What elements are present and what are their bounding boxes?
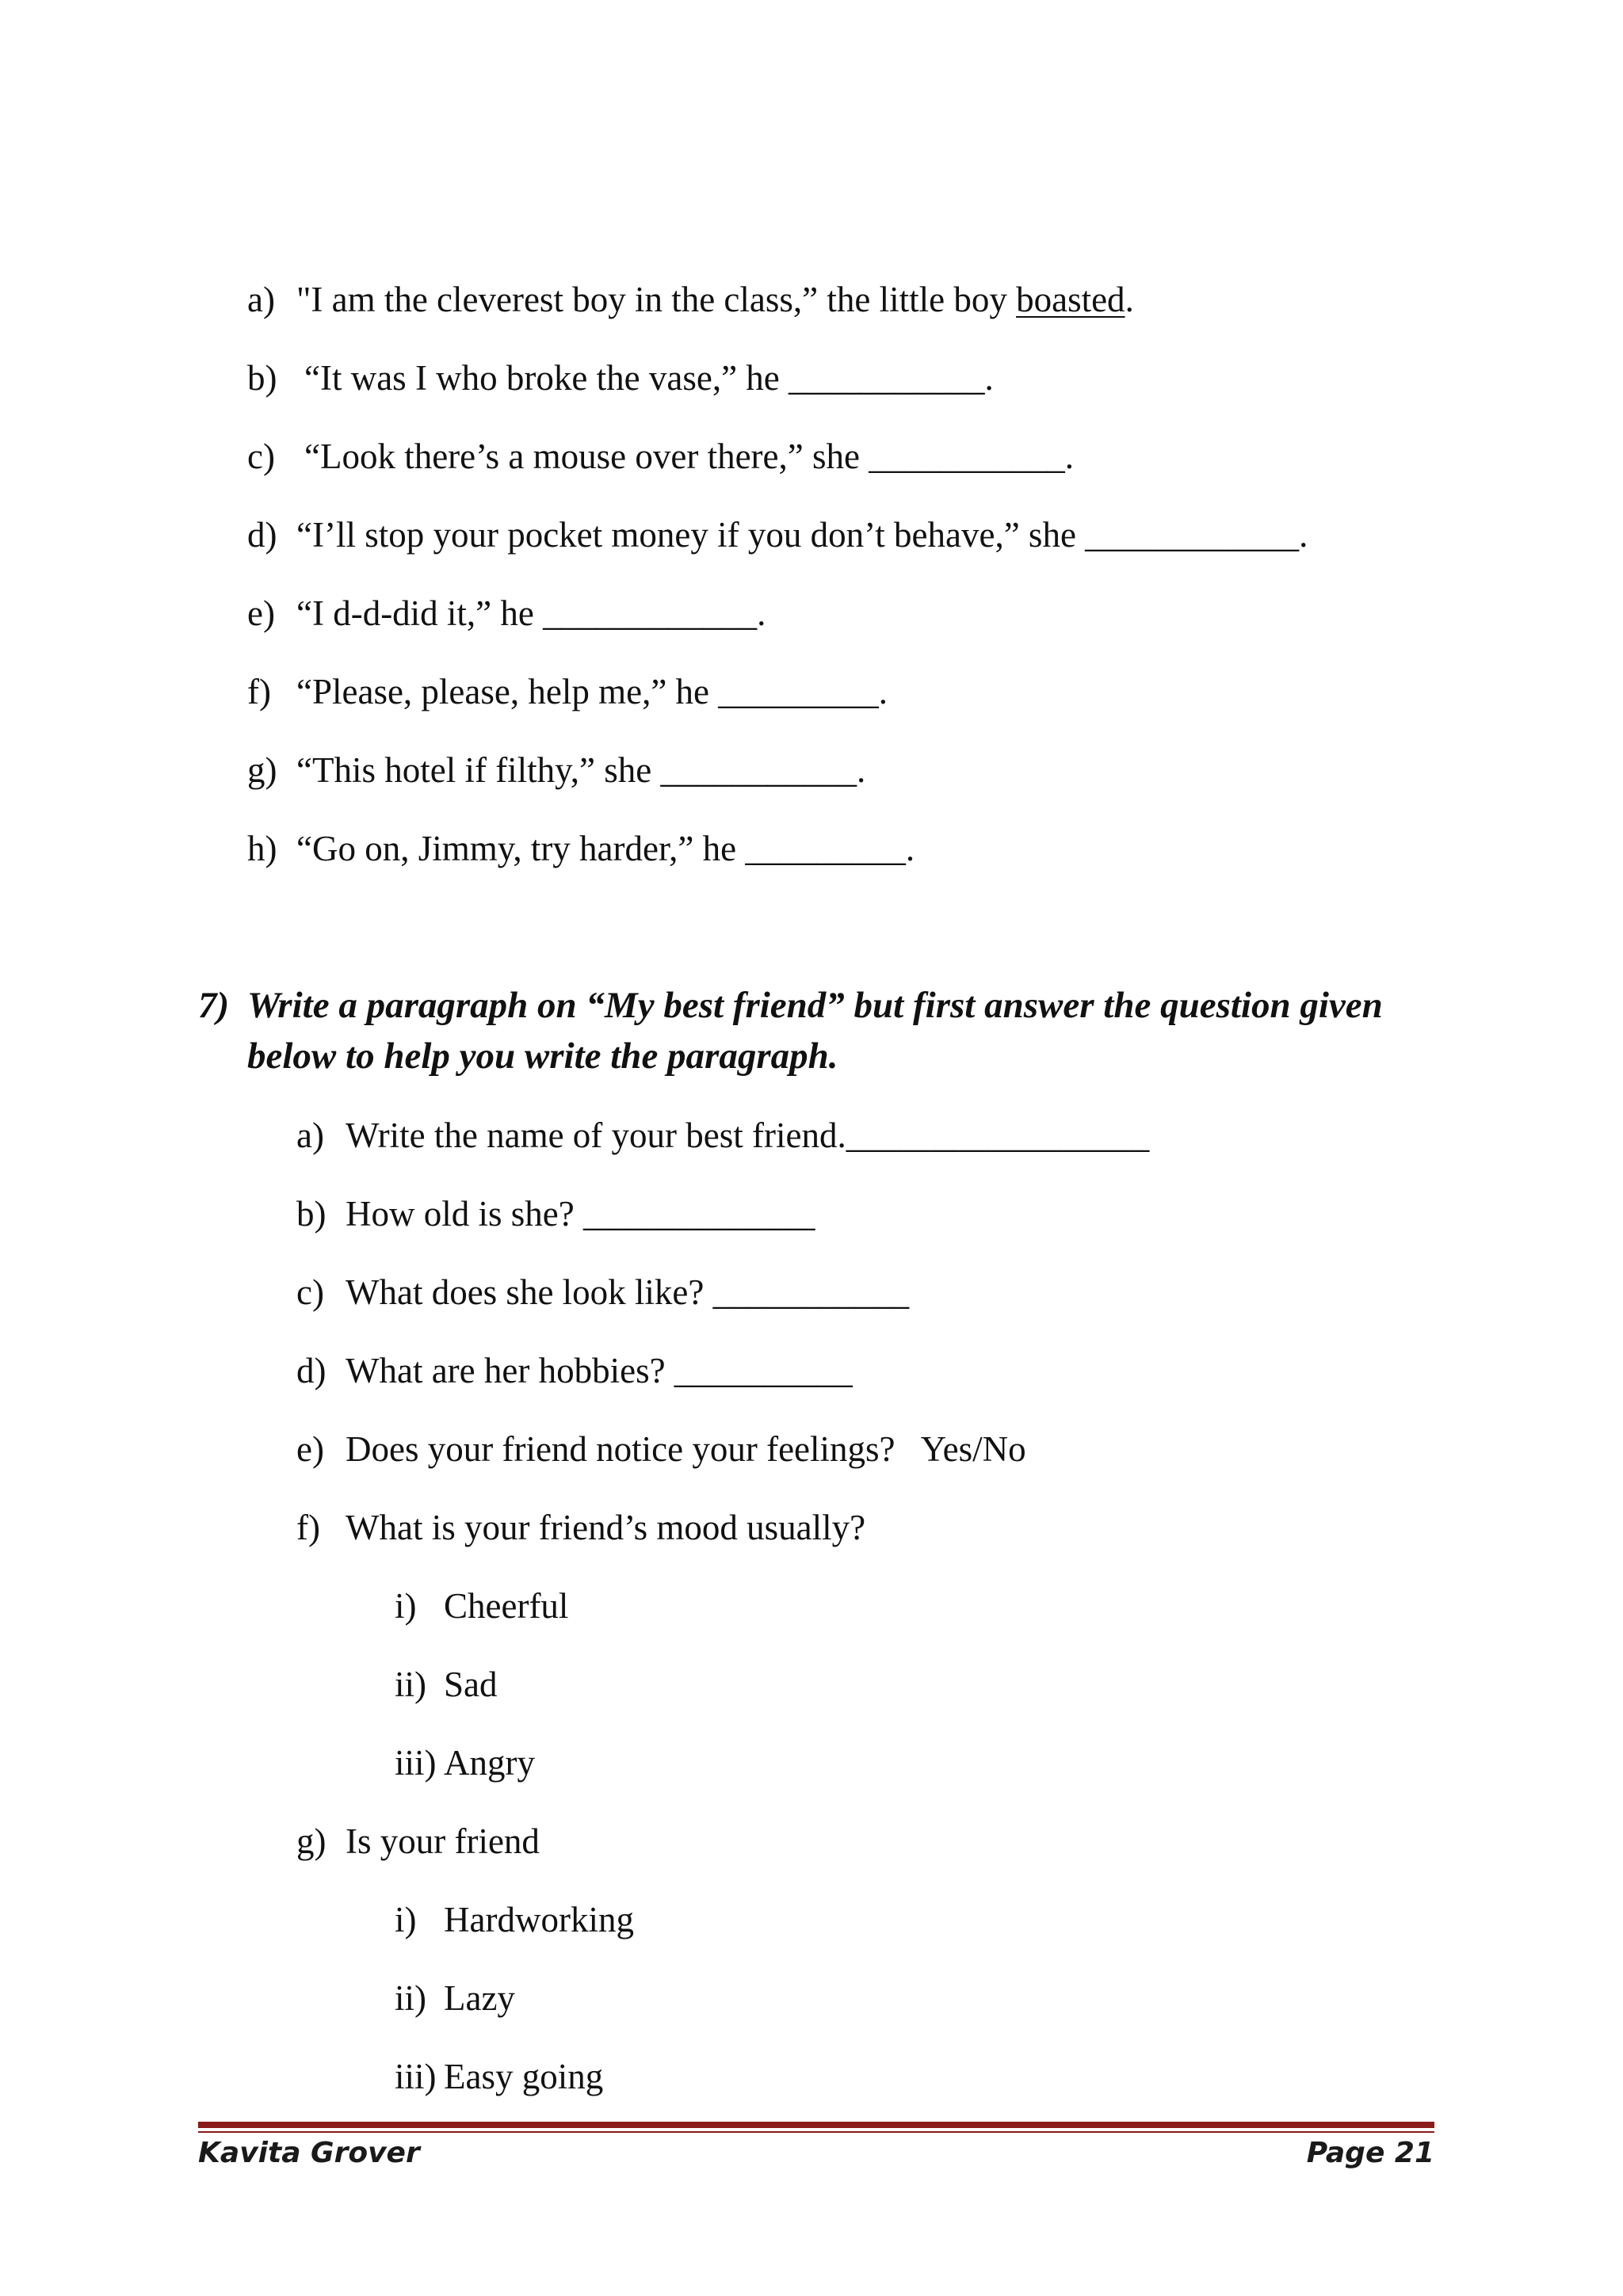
exercise6-item-c [247,434,1074,479]
question7-item-g [296,1819,540,1863]
option-text: Hardworking [444,1900,634,1939]
exercise6-item-f [247,669,888,714]
item-text: What does she look like? ___________ [346,1272,910,1312]
option-marker: i) [395,1586,417,1626]
item-marker: e) [296,1429,324,1469]
question-text: Write a paragraph on “My best friend” but first answer the question given [247,985,1383,1026]
footer-author: Kavita Grover [198,2137,420,2169]
question7-item-g-option-i [395,1897,634,1942]
exercise6-item-h [247,826,915,871]
exercise6-item-d [247,513,1308,557]
item-marker: h) [247,829,277,868]
item-text: Does your friend notice your feelings? Yes/No [346,1429,1026,1469]
item-text: Is your friend [346,1821,540,1861]
footer-divider-thin [198,2131,1434,2133]
option-text: Angry [444,1743,535,1783]
item-marker: b) [247,358,277,398]
item-text: “Look there’s a mouse over there,” she ___________. [304,437,1074,476]
item-text: What are her hobbies? __________ [346,1351,853,1390]
item-marker: c) [247,437,275,476]
question7-item-g-option-iii [395,2054,603,2099]
question7-item-a [296,1113,1149,1158]
option-text: Easy going [444,2057,604,2096]
question7-item-b [296,1192,815,1236]
item-marker: e) [247,593,275,633]
question7-item-f-option-iii [395,1741,535,1785]
item-text: How old is she? _____________ [346,1194,815,1234]
question7-item-f [296,1505,865,1550]
option-text: Cheerful [444,1586,569,1626]
question7-item-d [296,1348,853,1393]
item-text: “Please, please, help me,” he _________. [296,672,888,711]
item-marker: c) [296,1272,324,1312]
item-text: What is your friend’s mood usually? [346,1508,866,1547]
question7-item-g-option-ii [395,1976,515,2020]
question-number: 7) [198,985,230,1026]
option-marker: i) [395,1900,417,1939]
item-marker: a) [247,280,275,319]
question7-item-c [296,1270,909,1314]
question7-item-e [296,1427,1026,1471]
option-marker: ii) [395,1978,426,2018]
exercise6-item-a [247,277,1134,322]
question-text-continued: below to help you write the paragraph. [247,1035,838,1077]
option-marker: ii) [395,1665,426,1704]
question7-item-f-option-ii [395,1662,498,1707]
footer-page-number: Page 21 [1306,2137,1434,2169]
exercise6-item-b [247,356,994,400]
option-text: Lazy [444,1978,515,2018]
question7-heading-line1 [198,980,1383,1031]
option-text: Sad [444,1665,498,1704]
item-marker: f) [247,672,271,711]
item-marker: b) [296,1194,327,1234]
item-marker: g) [247,750,277,790]
footer-divider-thick [198,2122,1434,2128]
item-text: “It was I who broke the vase,” he ___________. [304,358,994,398]
item-text: "I am the cleverest boy in the class,” the little boy [296,280,1017,319]
question7-heading-line2 [247,1031,838,1081]
item-text: “Go on, Jimmy, try harder,” he _________. [296,829,915,868]
item-text-end: . [1125,280,1134,319]
item-text: Write the name of your best friend._________________ [346,1116,1150,1155]
item-marker: d) [296,1351,327,1390]
item-marker: f) [296,1508,320,1547]
item-marker: d) [247,515,277,555]
exercise6-item-g [247,748,865,792]
item-text: “I’ll stop your pocket money if you don’t behave,” she ____________. [296,515,1308,555]
exercise6-item-e [247,591,766,635]
question7-item-f-option-i [395,1584,568,1628]
option-marker: iii) [395,2057,437,2096]
item-text: “I d-d-did it,” he ____________. [296,593,766,633]
option-marker: iii) [395,1743,437,1783]
item-marker: a) [296,1116,324,1155]
item-marker: g) [296,1821,327,1861]
item-text: “This hotel if filthy,” she ___________. [296,750,866,790]
underlined-word: boasted [1016,280,1125,319]
